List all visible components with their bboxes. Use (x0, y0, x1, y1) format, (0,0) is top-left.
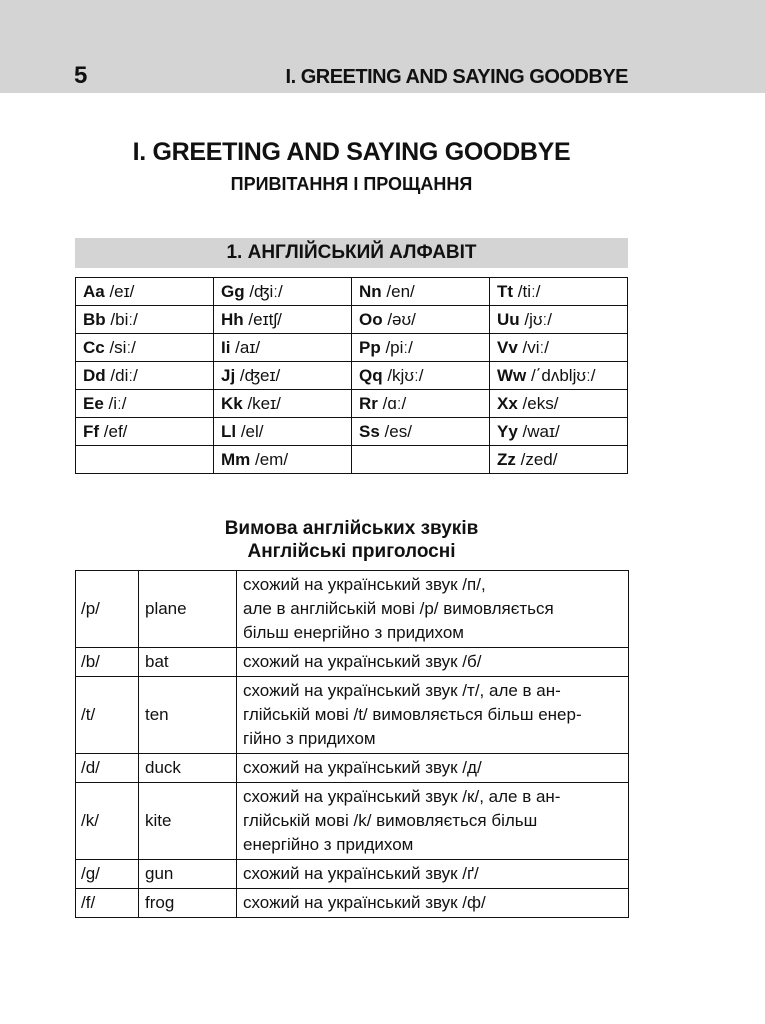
example-word: kite (139, 783, 237, 860)
alphabet-transcription: /ʤiː/ (244, 282, 283, 301)
consonant-row (76, 571, 629, 648)
alphabet-letter: Dd (83, 366, 106, 385)
example-word: plane (139, 571, 237, 648)
alphabet-transcription: /zed/ (515, 450, 558, 469)
sound-description (237, 754, 629, 783)
alphabet-transcription: /΄dʌbljʊː/ (526, 366, 596, 385)
alphabet-letter: Zz (497, 450, 516, 469)
alphabet-letter: Nn (359, 282, 382, 301)
alphabet-letter: Gg (221, 282, 245, 301)
alphabet-letter: Ss (359, 422, 380, 441)
alphabet-letter: Mm (221, 450, 251, 469)
description-line: схожий на український звук /б/ (243, 652, 482, 671)
consonant-row (76, 783, 629, 860)
alphabet-letter: Oo (359, 310, 383, 329)
alphabet-cell (214, 390, 352, 418)
description-line: гійно з придихом (243, 729, 376, 748)
alphabet-letter: Qq (359, 366, 383, 385)
consonant-row (76, 648, 629, 677)
description-line: глійській мові /k/ вимовляється більш (243, 811, 538, 830)
alphabet-cell (352, 362, 490, 390)
alphabet-letter: Ff (83, 422, 100, 441)
alphabet-section-title: 1. АНГЛІЙСЬКИЙ АЛФАВІТ (75, 238, 628, 268)
consonant-row (76, 889, 629, 918)
alphabet-cell (214, 306, 352, 334)
chapter-subtitle: ПРИВІТАННЯ І ПРОЩАННЯ (230, 174, 473, 194)
alphabet-cell (352, 306, 490, 334)
alphabet-cell (490, 390, 628, 418)
alphabet-transcription: /eɪtʃ/ (243, 310, 282, 329)
description-line: енергійно з придихом (243, 835, 414, 854)
alphabet-letter: Tt (497, 282, 514, 301)
consonant-row (76, 677, 629, 754)
alphabet-transcription: /eɪ/ (104, 282, 135, 301)
alphabet-transcription: /iː/ (103, 394, 127, 413)
chapter-title: I. GREETING AND SAYING GOODBYE (132, 138, 571, 166)
alphabet-cell (352, 334, 490, 362)
alphabet-transcription: /em/ (250, 450, 289, 469)
alphabet-letter: Cc (83, 338, 105, 357)
alphabet-transcription: /kjʊː/ (382, 366, 424, 385)
alphabet-transcription: /el/ (236, 422, 264, 441)
consonants-subheading: Англійські приголосні (247, 541, 456, 562)
description-line: схожий на український звук /д/ (243, 758, 482, 777)
description-line: більш енергійно з придихом (243, 623, 464, 642)
sound-description (237, 677, 629, 754)
alphabet-transcription: /viː/ (517, 338, 549, 357)
example-word: ten (139, 677, 237, 754)
alphabet-transcription: /jʊː/ (519, 310, 553, 329)
alphabet-letter: Uu (497, 310, 520, 329)
alphabet-table (75, 277, 628, 474)
sound-symbol: /d/ (76, 754, 139, 783)
alphabet-cell (490, 334, 628, 362)
alphabet-cell (214, 334, 352, 362)
alphabet-cell (76, 362, 214, 390)
alphabet-cell (214, 446, 352, 474)
alphabet-cell (76, 334, 214, 362)
alphabet-cell (490, 362, 628, 390)
consonant-row (76, 754, 629, 783)
alphabet-letter: Ee (83, 394, 104, 413)
alphabet-transcription: /tiː/ (513, 282, 541, 301)
alphabet-letter: Yy (497, 422, 518, 441)
alphabet-row (76, 278, 628, 306)
alphabet-transcription: /piː/ (380, 338, 413, 357)
description-line: але в англійській мові /p/ вимовляється (243, 599, 554, 618)
sound-symbol: /t/ (76, 677, 139, 754)
alphabet-cell (214, 362, 352, 390)
alphabet-transcription: /en/ (381, 282, 415, 301)
alphabet-row (76, 334, 628, 362)
description-line: схожий на український звук /ф/ (243, 893, 486, 912)
alphabet-transcription: /siː/ (104, 338, 136, 357)
alphabet-cell (214, 278, 352, 306)
sound-description (237, 571, 629, 648)
alphabet-transcription: /es/ (379, 422, 412, 441)
description-line: глійській мові /t/ вимовляється більш енер- (243, 705, 582, 724)
alphabet-letter: Kk (221, 394, 243, 413)
alphabet-letter: Hh (221, 310, 244, 329)
sound-symbol: /k/ (76, 783, 139, 860)
alphabet-letter: Ii (221, 338, 231, 357)
alphabet-cell (352, 278, 490, 306)
alphabet-letter: Bb (83, 310, 106, 329)
alphabet-cell (352, 446, 490, 474)
sound-description (237, 783, 629, 860)
description-line: схожий на український звук /п/, (243, 575, 486, 594)
alphabet-cell (490, 418, 628, 446)
alphabet-letter: Aa (83, 282, 105, 301)
alphabet-letter: Ll (221, 422, 237, 441)
running-title: I. GREETING AND SAYING GOODBYE (285, 66, 628, 88)
alphabet-cell (76, 306, 214, 334)
example-word: bat (139, 648, 237, 677)
sound-description (237, 889, 629, 918)
sound-symbol: /f/ (76, 889, 139, 918)
running-header (0, 0, 765, 93)
alphabet-cell (76, 390, 214, 418)
alphabet-transcription: /ɑː/ (377, 394, 407, 413)
example-word: duck (139, 754, 237, 783)
page-number: 5 (74, 62, 88, 89)
sound-symbol: /b/ (76, 648, 139, 677)
description-line: схожий на український звук /к/, але в ан- (243, 787, 561, 806)
consonant-row (76, 860, 629, 889)
alphabet-row (76, 418, 628, 446)
alphabet-cell (76, 418, 214, 446)
sound-description (237, 860, 629, 889)
example-word: frog (139, 889, 237, 918)
alphabet-row (76, 362, 628, 390)
description-line: схожий на український звук /т/, але в ан- (243, 681, 561, 700)
consonants-table (75, 570, 629, 918)
alphabet-transcription: /diː/ (105, 366, 138, 385)
alphabet-row (76, 446, 628, 474)
alphabet-transcription: /biː/ (105, 310, 138, 329)
alphabet-cell (490, 278, 628, 306)
description-line: схожий на український звук /ґ/ (243, 864, 479, 883)
alphabet-cell (490, 446, 628, 474)
alphabet-letter: Xx (497, 394, 518, 413)
alphabet-cell (352, 390, 490, 418)
sound-symbol: /p/ (76, 571, 139, 648)
alphabet-cell (214, 418, 352, 446)
alphabet-letter: Ww (497, 366, 527, 385)
alphabet-transcription: /waɪ/ (517, 422, 560, 441)
alphabet-letter: Jj (221, 366, 236, 385)
alphabet-row (76, 306, 628, 334)
alphabet-transcription: /eks/ (517, 394, 559, 413)
pronunciation-heading: Вимова англійських звуків (224, 518, 479, 539)
alphabet-cell (352, 418, 490, 446)
sound-symbol: /g/ (76, 860, 139, 889)
alphabet-transcription: /ef/ (99, 422, 128, 441)
alphabet-row (76, 390, 628, 418)
alphabet-transcription: /keɪ/ (242, 394, 281, 413)
alphabet-cell (76, 446, 214, 474)
sound-description (237, 648, 629, 677)
alphabet-letter: Rr (359, 394, 378, 413)
alphabet-cell (490, 306, 628, 334)
alphabet-transcription: /aɪ/ (230, 338, 261, 357)
example-word: gun (139, 860, 237, 889)
alphabet-transcription: /ʤeɪ/ (235, 366, 281, 385)
alphabet-letter: Vv (497, 338, 518, 357)
alphabet-cell (76, 278, 214, 306)
alphabet-letter: Pp (359, 338, 381, 357)
alphabet-transcription: /əʊ/ (382, 310, 416, 329)
